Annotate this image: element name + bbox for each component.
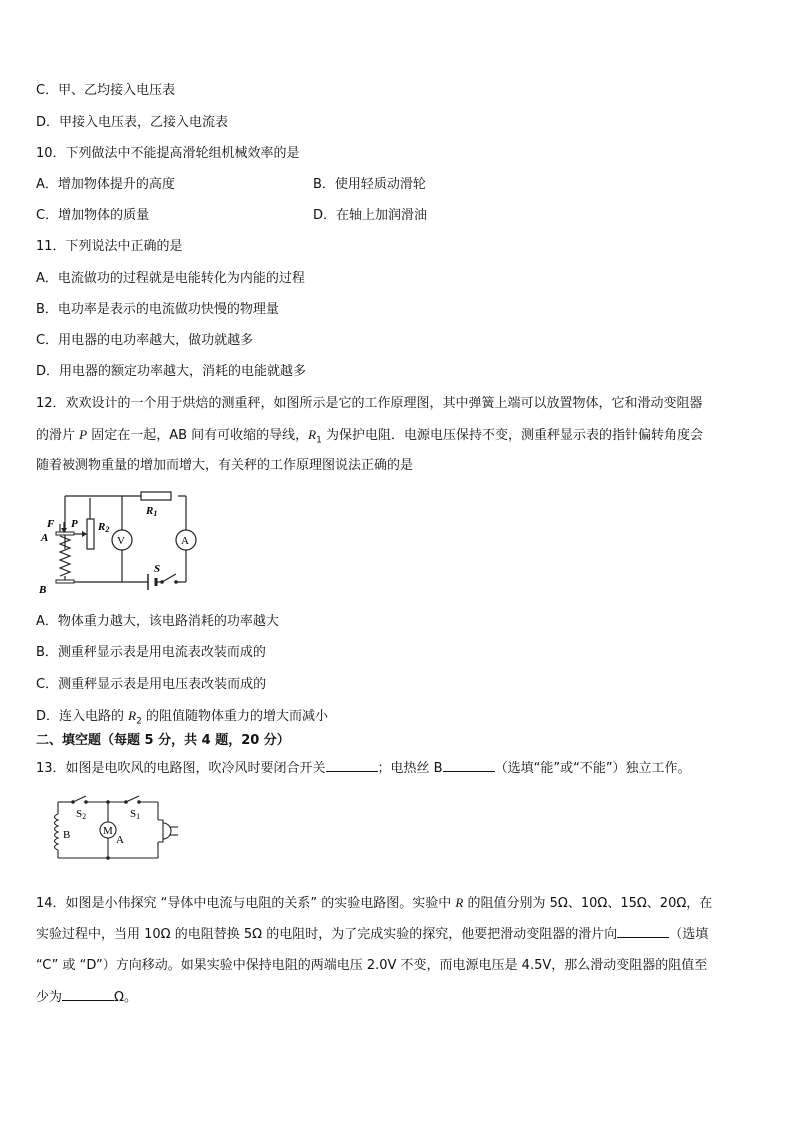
- q12-base-plate: [56, 580, 74, 583]
- q11-option-c: C．用电器的电功率越大，做功就越多: [36, 333, 254, 348]
- q11-option-d: D．用电器的额定功率越大，消耗的电能就越多: [36, 364, 307, 379]
- q12-option-d: D．连入电路的 $R_2$ 的阻值随物体重力的增大而减小: [36, 708, 328, 727]
- q11-stem: 11．下列说法中正确的是: [36, 239, 183, 254]
- q12-spring-plate: [56, 532, 74, 535]
- q13-stem: 13．如图是电吹风的电路图，吹冷风时要闭合开关 ；电热丝 B （选填“能”或“不能”）独立工作。: [36, 761, 691, 776]
- q12-stem-line1: 12．欢欢设计的一个用于烘焙的测重秤，如图所示是它的工作原理图，其中弹簧上端可以放置物体，它和滑动变阻器: [36, 396, 703, 411]
- q10-stem: 10．下列做法中不能提高滑轮组机械效率的是: [36, 146, 300, 161]
- q10-option-d: D．在轴上加润滑油: [313, 208, 428, 223]
- q12-r2-rheostat: [87, 519, 94, 549]
- q13-label-s1: S1: [130, 808, 141, 821]
- q11-option-b: B．电功率是表示的电流做功快慢的物理量: [36, 302, 279, 317]
- q12-label-p: P: [71, 518, 78, 530]
- q13-blank-2[interactable]: [443, 759, 495, 772]
- q13-label-b: B: [63, 829, 71, 841]
- q12-label-b-end: B: [39, 584, 47, 596]
- q10-option-a: A．增加物体提升的高度: [36, 177, 175, 192]
- q12-circuit-figure: [38, 490, 203, 598]
- q14-stem-line2: 实验过程中，当用 10Ω 的电阻替换 5Ω 的电阻时，为了完成实验的探究，他要把滑动变阻器的滑片向 （选填: [36, 927, 709, 942]
- q9-option-d: D．甲接入电压表，乙接入电流表: [36, 115, 229, 130]
- q13-motor-label: M: [103, 825, 113, 837]
- q14-stem-line1: 14．如图是小伟探究 “导体中电流与电阻的关系” 的实验电路图。实验中 R 的阻值分别为 5Ω、10Ω、15Ω、20Ω，在: [36, 895, 713, 911]
- q12-option-c: C．测重秤显示表是用电压表改装而成的: [36, 677, 267, 692]
- q12-stem-line3: 随着被测物重量的增加而增大，有关秤的工作原理图说法正确的是: [36, 458, 414, 473]
- q12-label-a-end: A: [41, 532, 49, 544]
- q12-stem-line2: 的滑片 P 固定在一起，AB 间有可收缩的导线，$R_1$ 为保护电阻．电源电压保持不变，测重秤显示表的指针偏转角度会: [36, 427, 703, 446]
- q13-label-a: A: [116, 834, 124, 846]
- q10-option-c: C．增加物体的质量: [36, 208, 150, 223]
- q12-option-a: A．物体重力越大，该电路消耗的功率越大: [36, 614, 279, 629]
- q13-label-s2: S2: [76, 808, 87, 821]
- q12-label-s: S: [154, 563, 161, 575]
- q13-blank-1[interactable]: [326, 759, 378, 772]
- q12-voltmeter-label: V: [117, 535, 125, 547]
- q12-ammeter-label: A: [181, 535, 189, 547]
- q12-r1-resistor: [141, 492, 171, 500]
- q14-blank-2[interactable]: [62, 988, 114, 1001]
- section-heading-fill-in: 二、填空题（每题 5 分，共 4 题，20 分）: [36, 733, 290, 748]
- q14-stem-line3: “C” 或 “D”）方向移动。如果实验中保持电阻的两端电压 2.0V 不变，而电源电压是 4.5V，那么滑动变阻器的阻值至: [36, 958, 708, 973]
- q12-label-r2: R2: [98, 521, 110, 534]
- q9-option-c: C．甲、乙均接入电压表: [36, 83, 176, 98]
- q14-blank-1[interactable]: [617, 925, 669, 938]
- q11-option-a: A．电流做功的过程就是电能转化为内能的过程: [36, 271, 305, 286]
- q10-option-b: B．使用轻质动滑轮: [313, 177, 426, 192]
- q14-stem-line4: 少为 Ω。: [36, 990, 137, 1005]
- q13-hairdryer-circuit-figure: [46, 792, 191, 864]
- q12-option-b: B．测重秤显示表是用电流表改装而成的: [36, 645, 266, 660]
- q12-slider-arrow-icon: [82, 531, 87, 537]
- q12-label-r1: R1: [146, 505, 158, 518]
- q12-label-f: F: [47, 518, 55, 530]
